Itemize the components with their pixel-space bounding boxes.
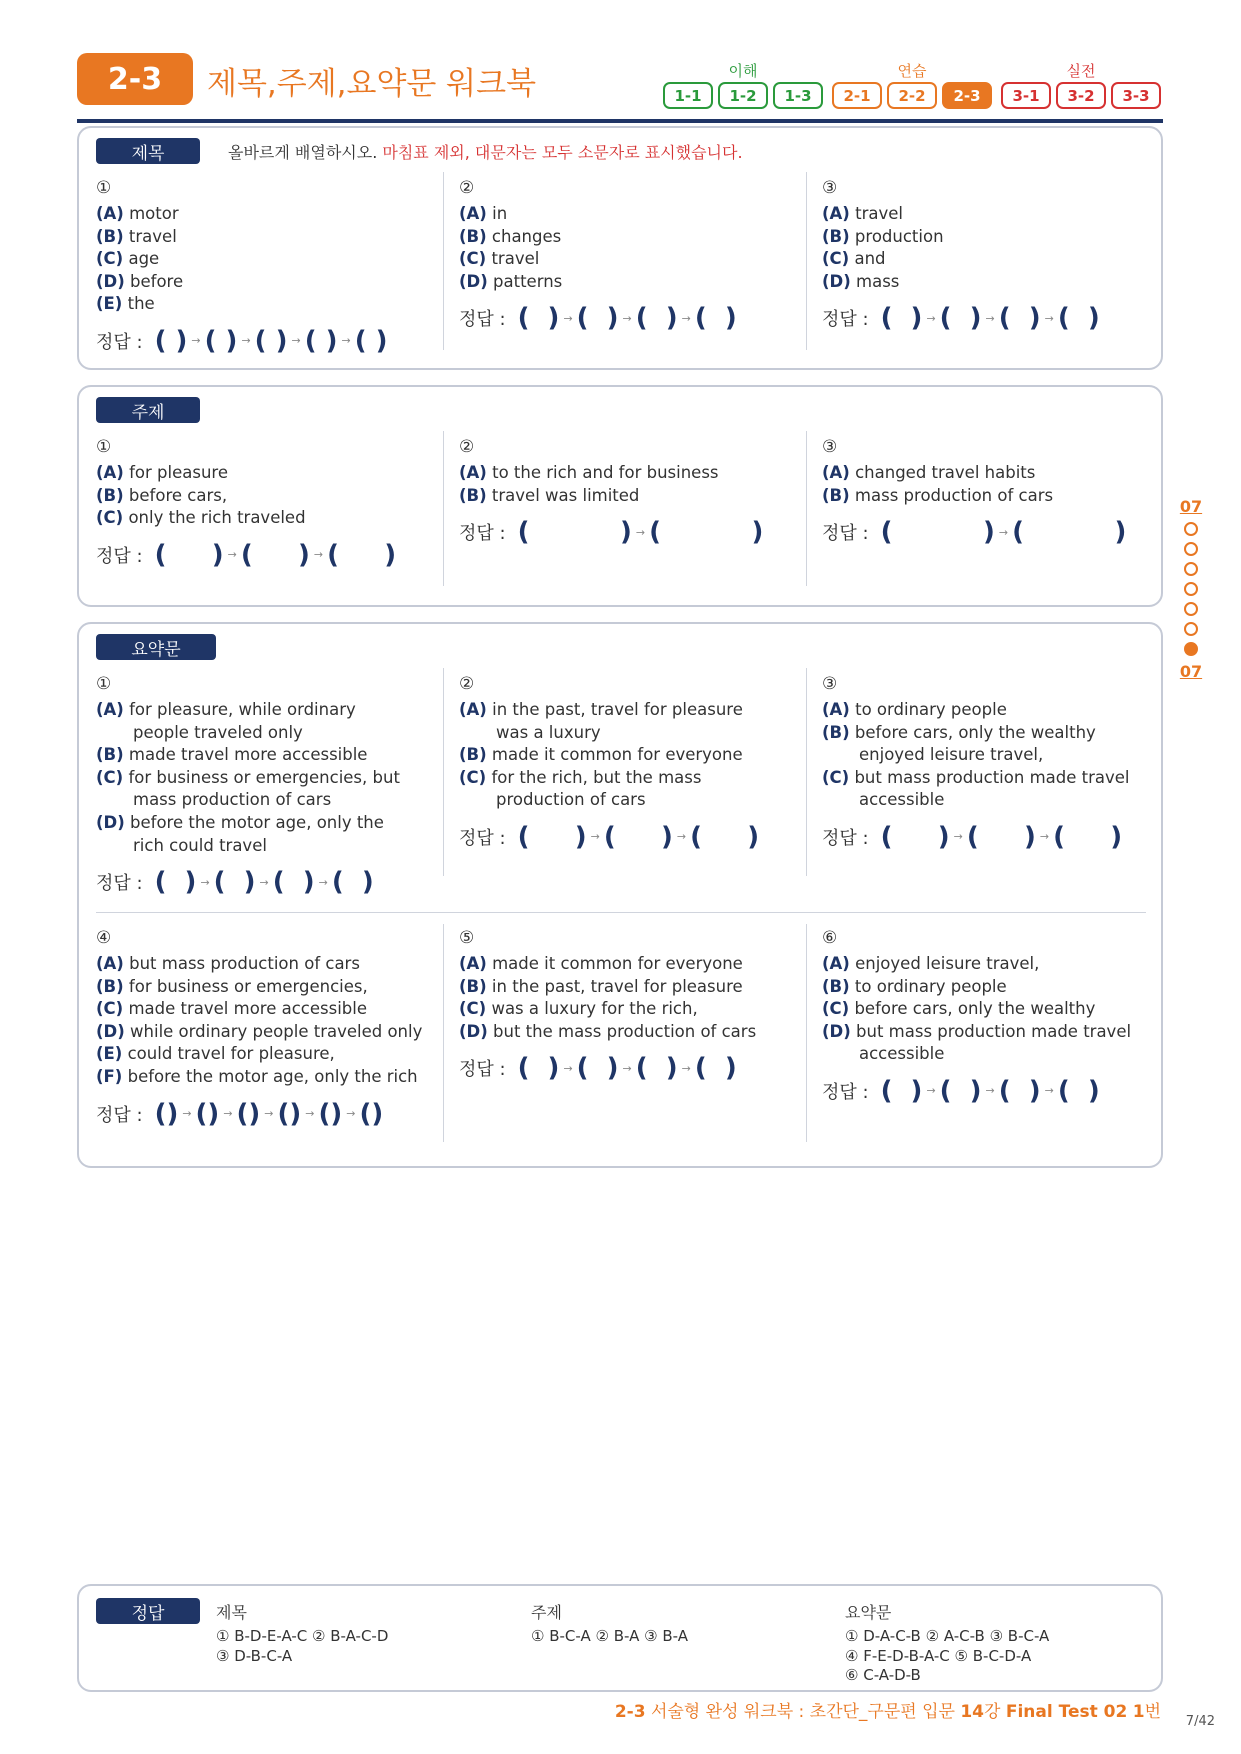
question-summary-1 [96,674,400,897]
option: (B) to ordinary people [822,976,1007,996]
column-divider [806,172,807,350]
topic-section [77,385,1163,607]
option: (A) travel [822,204,903,223]
option: (B) made travel more accessible [96,745,368,765]
answer-label: 정답 : [822,1081,869,1103]
footer: 2-3 서술형 완성 워크북 : 초간단_구문편 입문 14강 Final Test 02 1번 [614,1702,1161,1722]
answer-key-topic [531,1600,688,1647]
answer-key-title [216,1600,388,1666]
answer-label: 정답 : [96,873,143,895]
option: (A) in the past, travel for pleasure was a luxury [459,700,743,742]
option: (A) to the rich and for business [459,463,719,482]
answer-key-line: ③ D-B-C-A [216,1646,293,1665]
answer-key-line: ① D-A-C-B ② A-C-B ③ B-C-A [845,1627,1050,1645]
question-topic-2 [459,437,763,547]
answer-slots[interactable]: 정답 : ( ) → ( ) → ( ) → ( ) [822,303,1100,334]
answer-key-head: 주제 [531,1603,562,1622]
answer-key-line: ① B-D-E-A-C ② B-A-C-D [216,1627,389,1645]
column-divider [443,431,444,586]
level-button-2-1[interactable]: 2-1 [832,82,882,109]
answer-slots[interactable]: 정답 : () → () → () → () → () → () [96,1098,384,1129]
answer-label: 정답 : [96,331,143,353]
level-button-3-3[interactable]: 3-3 [1111,82,1161,109]
instruction [228,140,743,163]
question-summary-5 [459,928,756,1083]
column-divider [806,924,807,1142]
option: (A) to ordinary people [822,700,1007,719]
answer-label: 정답 : [96,545,143,567]
answer-label: 정답 : [459,309,506,331]
level-button-2-3[interactable]: 2-3 [942,82,992,109]
answer-key-line: ④ F-E-D-B-A-C ⑤ B-C-D-A [845,1646,1032,1665]
column-divider [443,172,444,350]
option: (C) before cars, only the wealthy [822,999,1096,1019]
answer-label: 정답 : [459,523,506,545]
level-group-practice [832,60,992,109]
option: (D) patterns [459,271,563,291]
question-number: ② [459,674,475,694]
option: (E) the [96,294,155,314]
answer-label: 정답 : [459,1059,506,1081]
option: (D) while ordinary people traveled only [96,1021,423,1041]
answer-slots[interactable]: 정답 : ( ) → ( ) [822,517,1127,548]
option: (C) for business or emergencies, but mass production of cars [96,767,400,810]
row-divider [96,912,1146,913]
question-number: ② [459,437,475,457]
option: (A) for pleasure, while ordinary people traveled only [96,700,356,742]
option: (D) but the mass production of cars [459,1021,757,1041]
question-number: ③ [822,674,838,694]
option: (F) before the motor age, only the rich [96,1066,418,1086]
option: (B) for business or emergencies, [96,976,368,996]
nav-dot-icon[interactable] [1184,602,1198,616]
answer-slots[interactable]: 정답 : ( ) → ( ) → ( ) [459,821,760,852]
question-number: ⑤ [459,928,475,948]
nav-dot-icon[interactable] [1184,522,1198,536]
answer-slots[interactable]: 정답 : ( ) → ( ) → ( ) → ( ) [96,867,374,898]
nav-dot-icon[interactable] [1184,542,1198,556]
option: (A) enjoyed leisure travel, [822,954,1040,973]
option: (E) could travel for pleasure, [96,1044,335,1064]
option: (D) but mass production made travel accessible [822,1021,1132,1064]
answer-slots[interactable]: 정답 : ( ) → ( ) [459,517,764,548]
nav-dot-icon[interactable] [1184,562,1198,576]
question-number: ③ [822,437,838,457]
side-nav-number-bottom: 07 [1179,662,1203,681]
lesson-badge: 2-3 [77,53,193,105]
answer-key-summary [845,1600,1049,1686]
option: (C) and [822,249,886,269]
section-tag-topic: 주제 [96,397,200,423]
option: (B) in the past, travel for pleasure [459,976,743,996]
level-button-2-2[interactable]: 2-2 [887,82,937,109]
page-number: 7/42 [1185,1714,1215,1729]
level-label: 이해 [728,62,758,80]
nav-dot-icon[interactable] [1184,582,1198,596]
option: (C) travel [459,249,540,269]
answer-slots[interactable]: 정답 : ( ) → ( ) → ( ) [96,539,397,570]
level-button-1-3[interactable]: 1-3 [773,82,823,109]
option: (B) before cars, [96,485,228,505]
answer-label: 정답 : [822,309,869,331]
column-divider [443,668,444,876]
level-label: 실전 [1066,62,1096,80]
question-title-2 [459,178,737,333]
question-number: ① [96,674,112,694]
answer-label: 정답 : [459,827,506,849]
option: (A) for pleasure [96,463,228,482]
option: (B) mass production of cars [822,485,1054,505]
column-divider [443,924,444,1142]
nav-dot-active-icon[interactable] [1184,642,1198,656]
answer-key-line: ① B-C-A ② B-A ③ B-A [531,1627,688,1645]
option: (A) motor [96,204,179,223]
option: (C) age [96,249,160,269]
answer-key-head: 제목 [216,1603,247,1622]
level-group-understanding [663,60,823,109]
instruction-note: 마침표 제외, 대문자는 모두 소문자로 표시했습니다. [382,143,743,162]
option: (A) but mass production of cars [96,954,360,973]
level-button-1-1[interactable]: 1-1 [663,82,713,109]
section-tag-summary: 요약문 [96,634,216,660]
header-divider [77,119,1163,123]
option: (C) made travel more accessible [96,999,367,1019]
option: (B) made it common for everyone [459,745,743,765]
question-summary-2 [459,674,759,852]
answer-label: 정답 : [822,827,869,849]
option: (A) changed travel habits [822,463,1036,482]
answer-key [77,1584,1163,1692]
option: (B) production [822,226,944,246]
side-nav [1176,497,1206,681]
question-number: ④ [96,928,112,948]
option: (C) only the rich traveled [96,508,306,528]
answer-key-line: ⑥ C-A-D-B [845,1666,921,1684]
column-divider [806,668,807,876]
option: (C) was a luxury for the rich, [459,999,698,1019]
question-number: ⑥ [822,928,838,948]
question-number: ① [96,437,112,457]
question-number: ② [459,178,475,198]
answer-label: 정답 : [96,1104,143,1126]
column-divider [806,431,807,586]
answer-label: 정답 : [822,523,869,545]
answer-slots[interactable]: 정답 : ( ) → ( ) → ( ) [822,821,1123,852]
level-button-3-2[interactable]: 3-2 [1056,82,1106,109]
option: (A) made it common for everyone [459,954,743,973]
option: (D) before [96,271,184,291]
question-title-3 [822,178,1100,333]
option: (D) before the motor age, only the rich could travel [96,812,384,855]
instruction-main: 올바르게 배열하시오. [228,143,378,162]
side-nav-number-top: 07 [1179,497,1203,516]
level-label: 연습 [897,62,927,80]
answer-slots[interactable]: 정답 : ( ) → ( ) → ( ) → ( ) [459,303,737,334]
option: (B) travel was limited [459,485,640,505]
option: (B) changes [459,226,562,246]
question-topic-1 [96,437,396,570]
title-section [77,126,1163,370]
question-summary-6 [822,928,1131,1106]
option: (C) but mass production made travel accessible [822,767,1130,810]
option: (C) for the rich, but the mass production of cars [459,767,702,810]
page-title: 제목,주제,요약문 워크북 [207,66,537,102]
level-button-1-2[interactable]: 1-2 [718,82,768,109]
nav-dot-icon[interactable] [1184,622,1198,636]
answer-slots[interactable]: 정답 : ( ) → ( ) → ( ) → ( ) [822,1075,1100,1106]
section-tag-title: 제목 [96,138,200,164]
question-summary-4 [96,928,422,1129]
level-button-3-1[interactable]: 3-1 [1001,82,1051,109]
question-number: ③ [822,178,838,198]
option: (A) in [459,204,508,223]
question-number: ① [96,178,112,198]
question-title-1 [96,178,388,356]
answer-slots[interactable]: 정답 : ( ) → ( ) → ( ) → ( ) [459,1053,737,1084]
question-summary-3 [822,674,1129,852]
answer-key-tag: 정답 [96,1598,200,1624]
option: (D) mass [822,271,900,291]
level-group-test [1001,60,1161,109]
option: (B) before cars, only the wealthy enjoyed leisure travel, [822,722,1096,765]
option: (B) travel [96,226,177,246]
answer-slots[interactable]: 정답 : ( ) → ( ) → ( ) → ( ) → ( ) [96,325,388,356]
answer-key-head: 요약문 [845,1603,892,1622]
question-topic-3 [822,437,1126,547]
summary-section [77,622,1163,1168]
